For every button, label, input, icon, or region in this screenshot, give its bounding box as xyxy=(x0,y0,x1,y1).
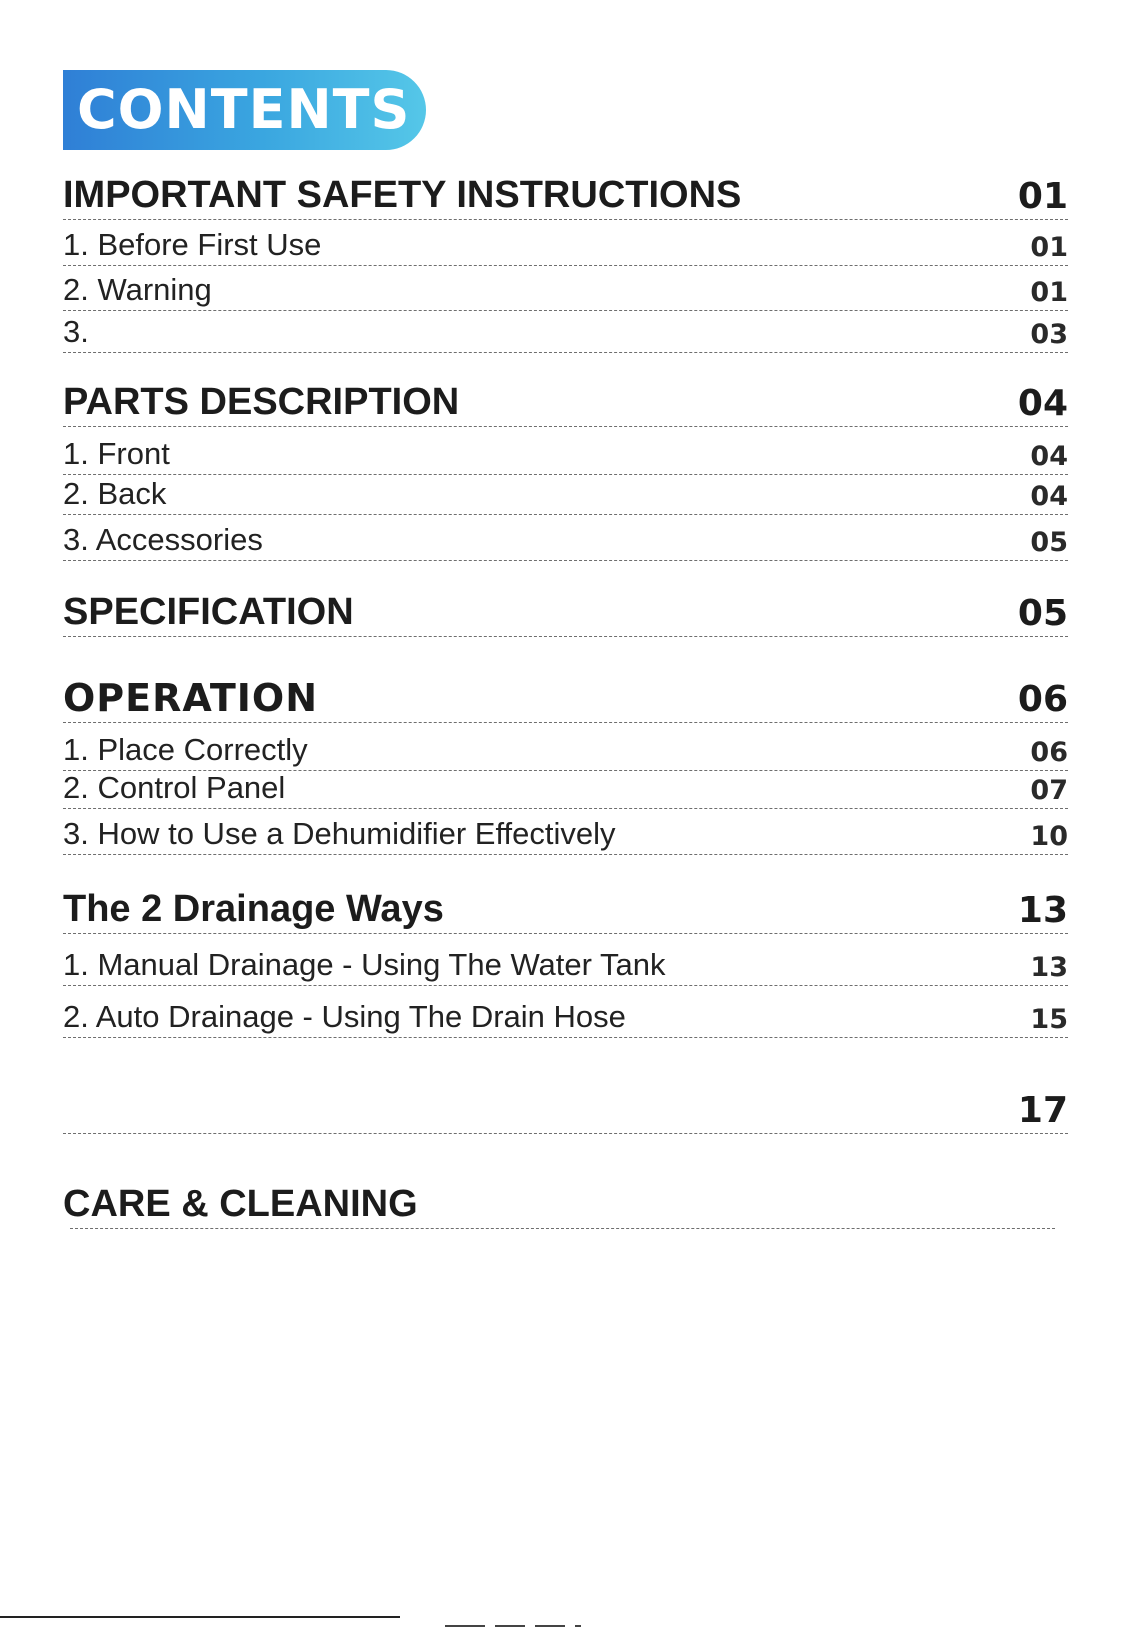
toc-item-label: 1. Manual Drainage - Using The Water Tank xyxy=(63,947,666,982)
toc-item[interactable] xyxy=(63,985,1068,1038)
toc-section-title: CARE & CLEANING xyxy=(63,1183,418,1225)
toc-section-specification[interactable] xyxy=(63,580,1068,637)
toc-item-label: 2. Control Panel xyxy=(63,770,286,805)
toc-item-label: 1. Before First Use xyxy=(63,227,322,262)
contents-banner xyxy=(63,70,426,150)
toc-page-number: 17 xyxy=(1017,1090,1068,1131)
toc-section-drainage[interactable] xyxy=(63,873,1068,934)
toc-item-label: 2. Warning xyxy=(63,272,212,307)
toc-page-number: 13 xyxy=(1030,952,1068,983)
toc-item[interactable] xyxy=(63,310,1068,353)
toc-section-operation[interactable] xyxy=(63,665,1068,723)
toc-page-number: 06 xyxy=(1017,679,1068,720)
toc-item[interactable] xyxy=(63,770,1068,809)
toc-page-number: 10 xyxy=(1030,821,1068,852)
toc-section-safety[interactable] xyxy=(63,160,1068,220)
toc-page-number: 07 xyxy=(1030,775,1068,806)
toc-item[interactable] xyxy=(63,514,1068,561)
toc-item-label: 2. Back xyxy=(63,476,167,511)
contents-title: CONTENTS xyxy=(77,78,411,141)
toc-item-label: 3. How to Use a Dehumidifier Effectively xyxy=(63,816,616,851)
toc-item[interactable] xyxy=(63,219,1068,266)
toc-page-number: 05 xyxy=(1017,593,1068,634)
toc-item[interactable] xyxy=(63,265,1068,311)
toc-item-label: 1. Place Correctly xyxy=(63,732,308,767)
toc-item[interactable] xyxy=(63,474,1068,515)
footer-marks xyxy=(445,1614,605,1617)
toc-page-number: 04 xyxy=(1030,441,1068,472)
toc-section-title: The 2 Drainage Ways xyxy=(63,888,444,930)
toc-page-number: 13 xyxy=(1017,890,1068,931)
toc-section-parts[interactable] xyxy=(63,370,1068,427)
toc-item-label: 3. xyxy=(63,314,89,349)
toc-item[interactable] xyxy=(63,933,1068,986)
toc-section-title: SPECIFICATION xyxy=(63,591,354,633)
toc-page-number: 15 xyxy=(1030,1004,1068,1035)
toc-page-number: 03 xyxy=(1030,319,1068,350)
toc-page-number: 01 xyxy=(1030,232,1068,263)
toc-item[interactable] xyxy=(63,426,1068,475)
toc-page-number: 01 xyxy=(1017,176,1068,217)
toc-page-number: 06 xyxy=(1030,737,1068,768)
toc-section-title: PARTS DESCRIPTION xyxy=(63,381,460,423)
toc-item[interactable] xyxy=(63,722,1068,771)
toc-page-number: 04 xyxy=(1030,481,1068,512)
footer-rule xyxy=(0,1616,400,1618)
toc-item-label: 3. Accessories xyxy=(63,522,263,557)
toc-section-title: IMPORTANT SAFETY INSTRUCTIONS xyxy=(63,174,742,216)
toc-section-unnamed[interactable] xyxy=(63,1080,1068,1134)
toc-page-number: 05 xyxy=(1030,527,1068,558)
toc-section-title: OPERATION xyxy=(63,676,318,720)
toc-page-number: 01 xyxy=(1030,277,1068,308)
toc-item-label: 1. Front xyxy=(63,436,170,471)
toc-item-label: 2. Auto Drainage - Using The Drain Hose xyxy=(63,999,626,1034)
toc-section-care[interactable] xyxy=(63,1170,1055,1229)
toc-page-number: 04 xyxy=(1017,383,1068,424)
toc-item[interactable] xyxy=(63,808,1068,855)
